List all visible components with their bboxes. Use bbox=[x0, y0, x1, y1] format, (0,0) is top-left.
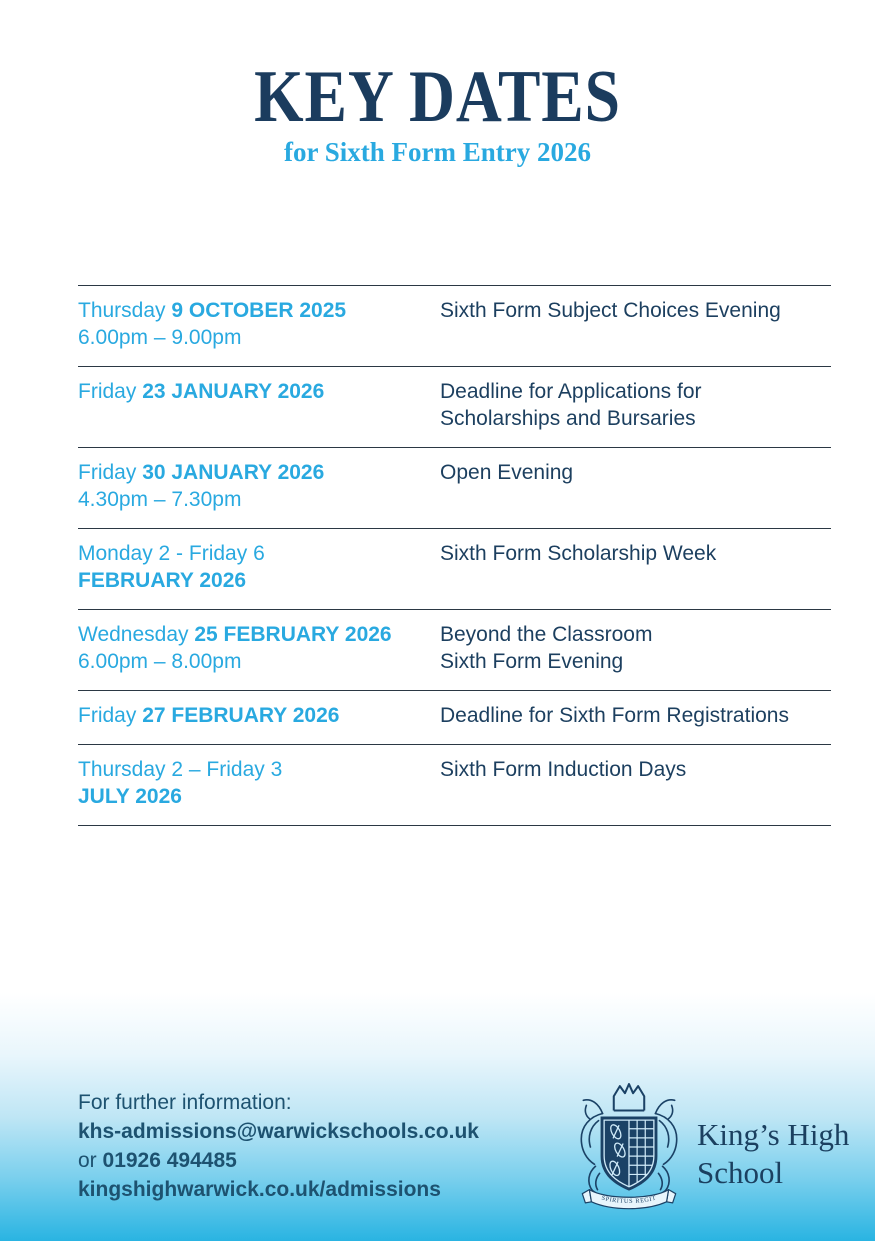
date-line bbox=[78, 756, 440, 783]
table-row bbox=[78, 690, 831, 744]
date-cell bbox=[78, 621, 440, 675]
key-dates-table bbox=[78, 285, 831, 826]
contact-phone-line bbox=[78, 1146, 479, 1175]
event-cell bbox=[440, 621, 831, 675]
date-day: Thursday 2 – Friday 3 bbox=[78, 758, 283, 781]
table-row bbox=[78, 744, 831, 825]
contact-intro: For further information: bbox=[78, 1091, 292, 1114]
date-line bbox=[78, 540, 440, 567]
table-row bbox=[78, 366, 831, 447]
school-crest-icon bbox=[572, 1079, 686, 1213]
event-title: Beyond the Classroom bbox=[440, 623, 653, 646]
page-subtitle: for Sixth Form Entry 2026 bbox=[284, 137, 591, 167]
contact-block bbox=[78, 1088, 479, 1204]
date-value: 27 FEBRUARY 2026 bbox=[142, 704, 340, 727]
date-value: FEBRUARY 2026 bbox=[78, 569, 247, 592]
date-value: 9 OCTOBER 2025 bbox=[171, 299, 347, 322]
date-line bbox=[78, 297, 440, 324]
event-title-line2: Scholarships and Bursaries bbox=[440, 407, 696, 430]
crest-crown-icon bbox=[614, 1084, 644, 1110]
contact-email: khs-admissions@warwickschools.co.uk bbox=[78, 1120, 479, 1143]
event-cell bbox=[440, 540, 831, 594]
event-cell bbox=[440, 297, 831, 351]
date-line bbox=[78, 459, 440, 486]
date-value: 23 JANUARY 2026 bbox=[142, 380, 325, 403]
time-range: 6.00pm – 9.00pm bbox=[78, 326, 242, 349]
date-line-2 bbox=[78, 567, 440, 594]
date-line bbox=[78, 378, 440, 405]
school-name bbox=[697, 1116, 849, 1192]
time-line bbox=[78, 324, 440, 351]
table-row bbox=[78, 528, 831, 609]
contact-website: kingshighwarwick.co.uk/admissions bbox=[78, 1178, 441, 1201]
table-row bbox=[78, 609, 831, 690]
date-line bbox=[78, 702, 440, 729]
crest-motto: SPIRITUS REGIT bbox=[600, 1194, 658, 1206]
table-row bbox=[78, 285, 831, 366]
date-cell bbox=[78, 297, 440, 351]
date-day: Friday bbox=[78, 704, 143, 727]
phone-prefix: or bbox=[78, 1149, 103, 1172]
date-line bbox=[78, 621, 440, 648]
date-cell bbox=[78, 702, 440, 729]
date-cell bbox=[78, 378, 440, 432]
time-range: 6.00pm – 8.00pm bbox=[78, 650, 242, 673]
event-title: Sixth Form Scholarship Week bbox=[440, 542, 717, 565]
event-title-line2: Sixth Form Evening bbox=[440, 650, 624, 673]
date-cell bbox=[78, 756, 440, 810]
contact-phone: 01926 494485 bbox=[102, 1149, 237, 1172]
school-name-line2: School bbox=[697, 1155, 784, 1190]
crest-shield-icon bbox=[601, 1117, 658, 1191]
table-row bbox=[78, 447, 831, 528]
header bbox=[0, 56, 875, 168]
crest-banner-icon bbox=[582, 1190, 675, 1209]
date-day: Thursday bbox=[78, 299, 172, 322]
time-line bbox=[78, 486, 440, 513]
date-day: Wednesday bbox=[78, 623, 195, 646]
page-title: KEY DATES bbox=[254, 56, 621, 138]
event-title: Sixth Form Subject Choices Evening bbox=[440, 299, 781, 322]
event-cell bbox=[440, 756, 831, 810]
date-value: 25 FEBRUARY 2026 bbox=[194, 623, 392, 646]
event-title: Deadline for Sixth Form Registrations bbox=[440, 704, 789, 727]
time-range: 4.30pm – 7.30pm bbox=[78, 488, 242, 511]
event-title: Deadline for Applications for bbox=[440, 380, 702, 403]
date-day: Monday 2 - Friday 6 bbox=[78, 542, 265, 565]
date-cell bbox=[78, 459, 440, 513]
date-cell bbox=[78, 540, 440, 594]
event-cell bbox=[440, 378, 831, 432]
time-line bbox=[78, 648, 440, 675]
date-day: Friday bbox=[78, 461, 143, 484]
event-title: Sixth Form Induction Days bbox=[440, 758, 687, 781]
event-cell bbox=[440, 702, 831, 729]
date-value: 30 JANUARY 2026 bbox=[142, 461, 325, 484]
date-value: JULY 2026 bbox=[78, 785, 182, 808]
date-day: Friday bbox=[78, 380, 143, 403]
school-name-line1: King’s High bbox=[697, 1117, 850, 1152]
event-title: Open Evening bbox=[440, 461, 574, 484]
date-line-2 bbox=[78, 783, 440, 810]
event-cell bbox=[440, 459, 831, 513]
